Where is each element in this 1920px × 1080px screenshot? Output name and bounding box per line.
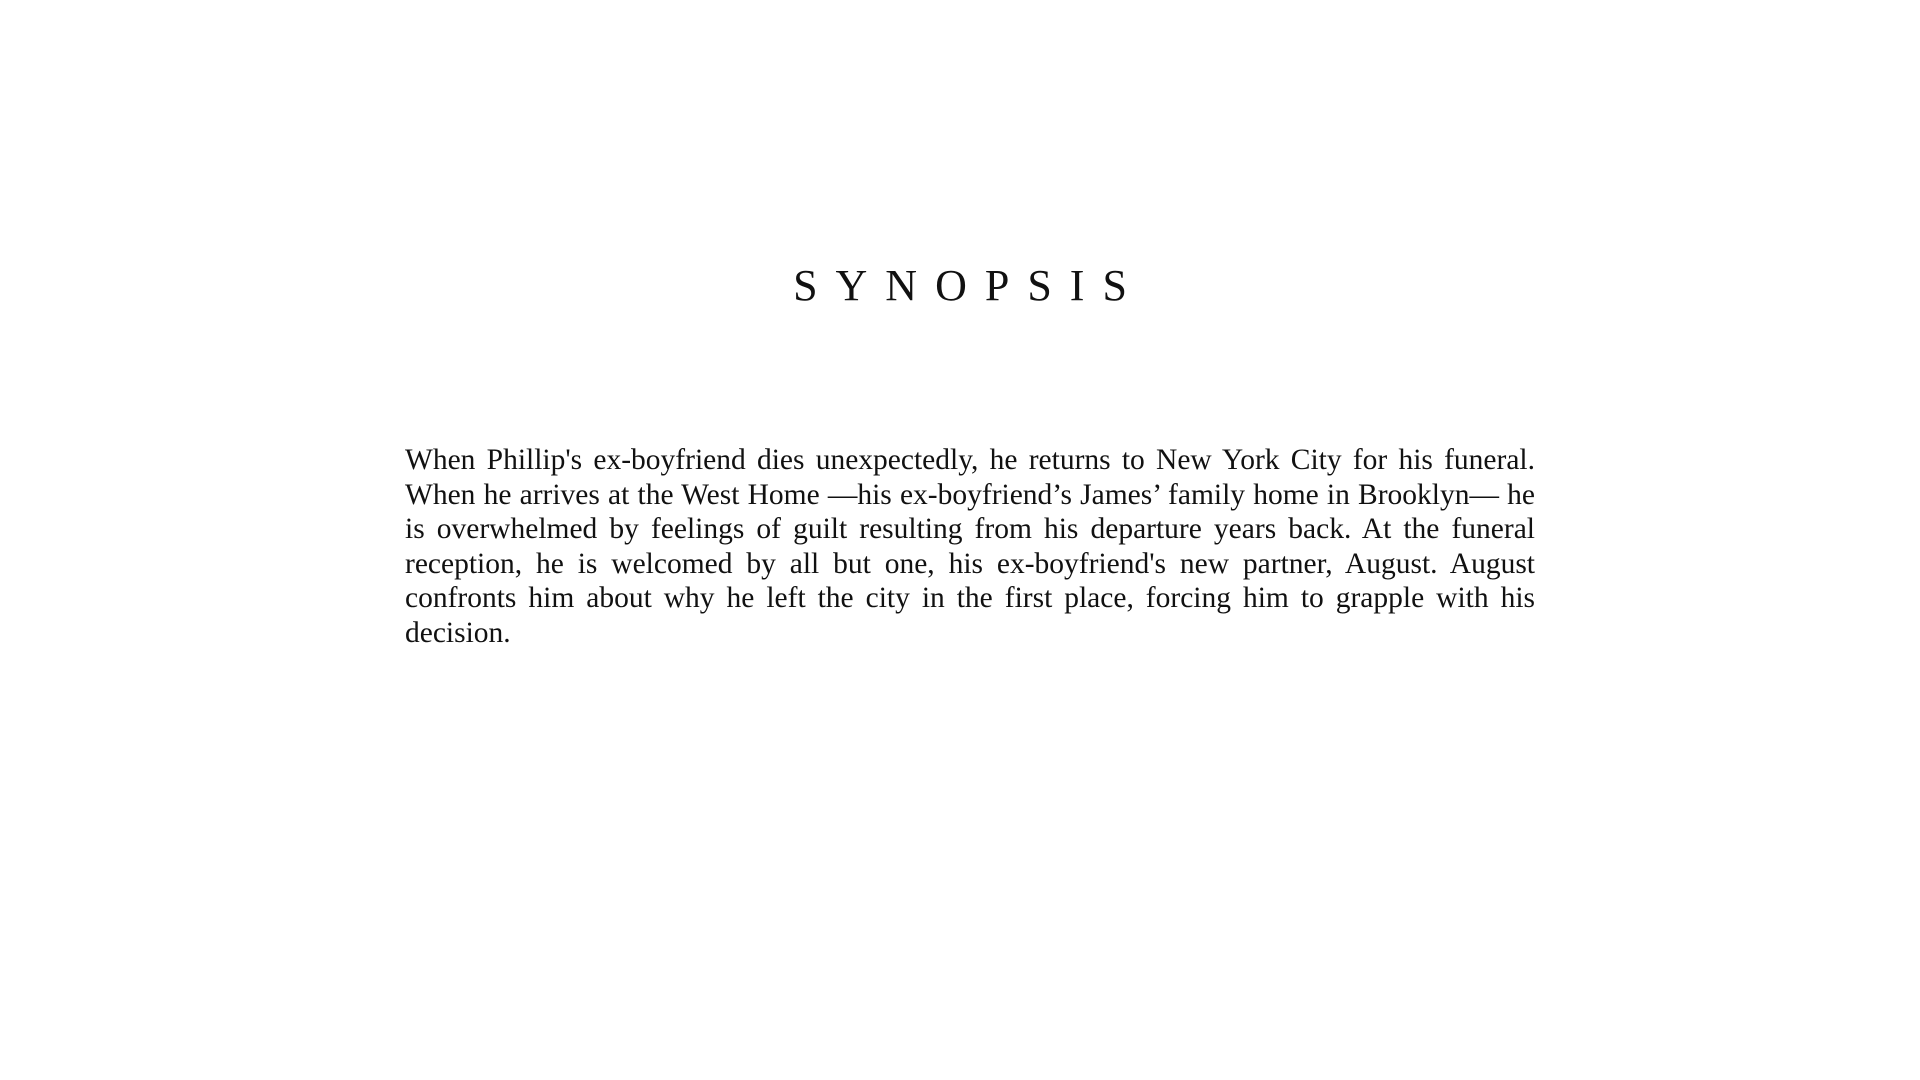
page-title: SYNOPSIS <box>793 261 1145 310</box>
synopsis-paragraph: When Phillip's ex-boyfriend dies unexpectedly, he returns to New York City for his funeral. When he arrives at the West Home —his ex-boyfriend’s James’ family home in Brooklyn— he is overwhelmed by feelings of guilt resulting from his departure years back. At the funeral reception, he is welcomed by all but one, his ex-boyfriend's new partner, August. August confronts him about why he left the city in the first place, forcing him to grapple with his decision. <box>405 444 1535 649</box>
